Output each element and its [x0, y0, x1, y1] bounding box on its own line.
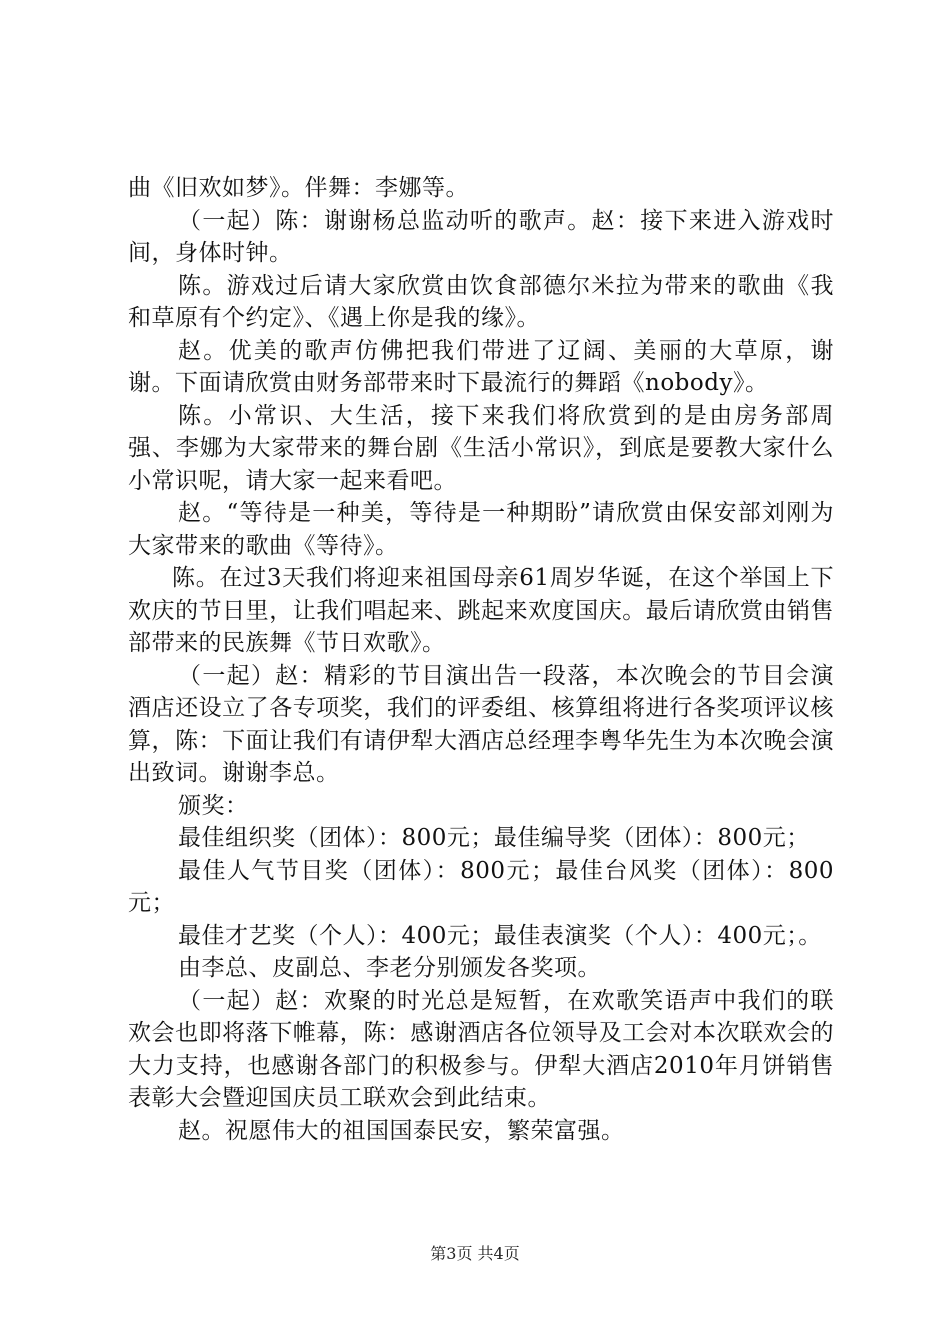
paragraph-host-dialogue: 陈。小常识、大生活，接下来我们将欣赏到的是由房务部周强、李娜为大家带来的舞台剧《生活小常识》，到底是要教大家什么小常识呢，请大家一起来看吧。 [128, 402, 834, 494]
document-body [128, 172, 834, 1147]
award-list-item: 最佳人气节目奖（团体）：800元；最佳台风奖（团体）：800元； [128, 857, 834, 916]
awards-heading: 颁奖： [178, 792, 249, 819]
paragraph-presenters: 由李总、皮副总、李老分别颁发各奖项。 [178, 955, 601, 981]
award-list-item: 最佳才艺奖（个人）：400元；最佳表演奖（个人）：400元；。 [178, 922, 822, 949]
paragraph-host-dialogue: （一起）赵：精彩的节目演出告一段落，本次晚会的节目会演酒店还设立了各专项奖，我们的评委组、核算组将进行各奖项评议核算，陈：下面让我们有请伊犁大酒店总经理李粤华先生为本次晚会演出致词。谢谢李总。 [128, 662, 834, 786]
paragraph-host-dialogue: （一起）赵：欢聚的时光总是短暂，在欢歌笑语声中我们的联欢会也即将落下帷幕，陈：感谢酒店各位领导及工会对本次联欢会的大力支持，也感谢各部门的积极参与。伊犁大酒店2010年月饼销售表彰大会暨迎国庆员工联欢会到此结束。 [128, 987, 834, 1111]
paragraph-host-dialogue: （一起）陈：谢谢杨总监动听的歌声。赵：接下来进入游戏时间，身体时钟。 [128, 207, 834, 266]
award-list-item: 最佳组织奖（团体）：800元；最佳编导奖（团体）：800元； [178, 825, 810, 851]
paragraph-host-dialogue: 陈。在过3天我们将迎来祖国母亲61周岁华诞，在这个举国上下欢庆的节日里，让我们唱起来、跳起来欢度国庆。最后请欣赏由销售部带来的民族舞《节日欢歌》。 [128, 565, 834, 656]
paragraph-closing: 赵。祝愿伟大的祖国国泰民安，繁荣富强。 [178, 1117, 625, 1144]
paragraph-host-dialogue: 赵。优美的歌声仿佛把我们带进了辽阔、美丽的大草原，谢谢。下面请欣赏由财务部带来时下最流行的舞蹈《nobody》。 [128, 337, 834, 396]
page-number-footer: 第3页 共4页 [430, 1244, 520, 1263]
paragraph-continuation: 曲《旧欢如梦》。伴舞：李娜等。 [128, 175, 469, 201]
paragraph-host-dialogue: 陈。游戏过后请大家欣赏由饮食部德尔米拉为带来的歌曲《我和草原有个约定》、《遇上你是我的缘》。 [128, 272, 834, 331]
paragraph-host-dialogue: 赵。“等待是一种美，等待是一种期盼”请欣赏由保安部刘刚为大家带来的歌曲《等待》。 [128, 500, 834, 559]
